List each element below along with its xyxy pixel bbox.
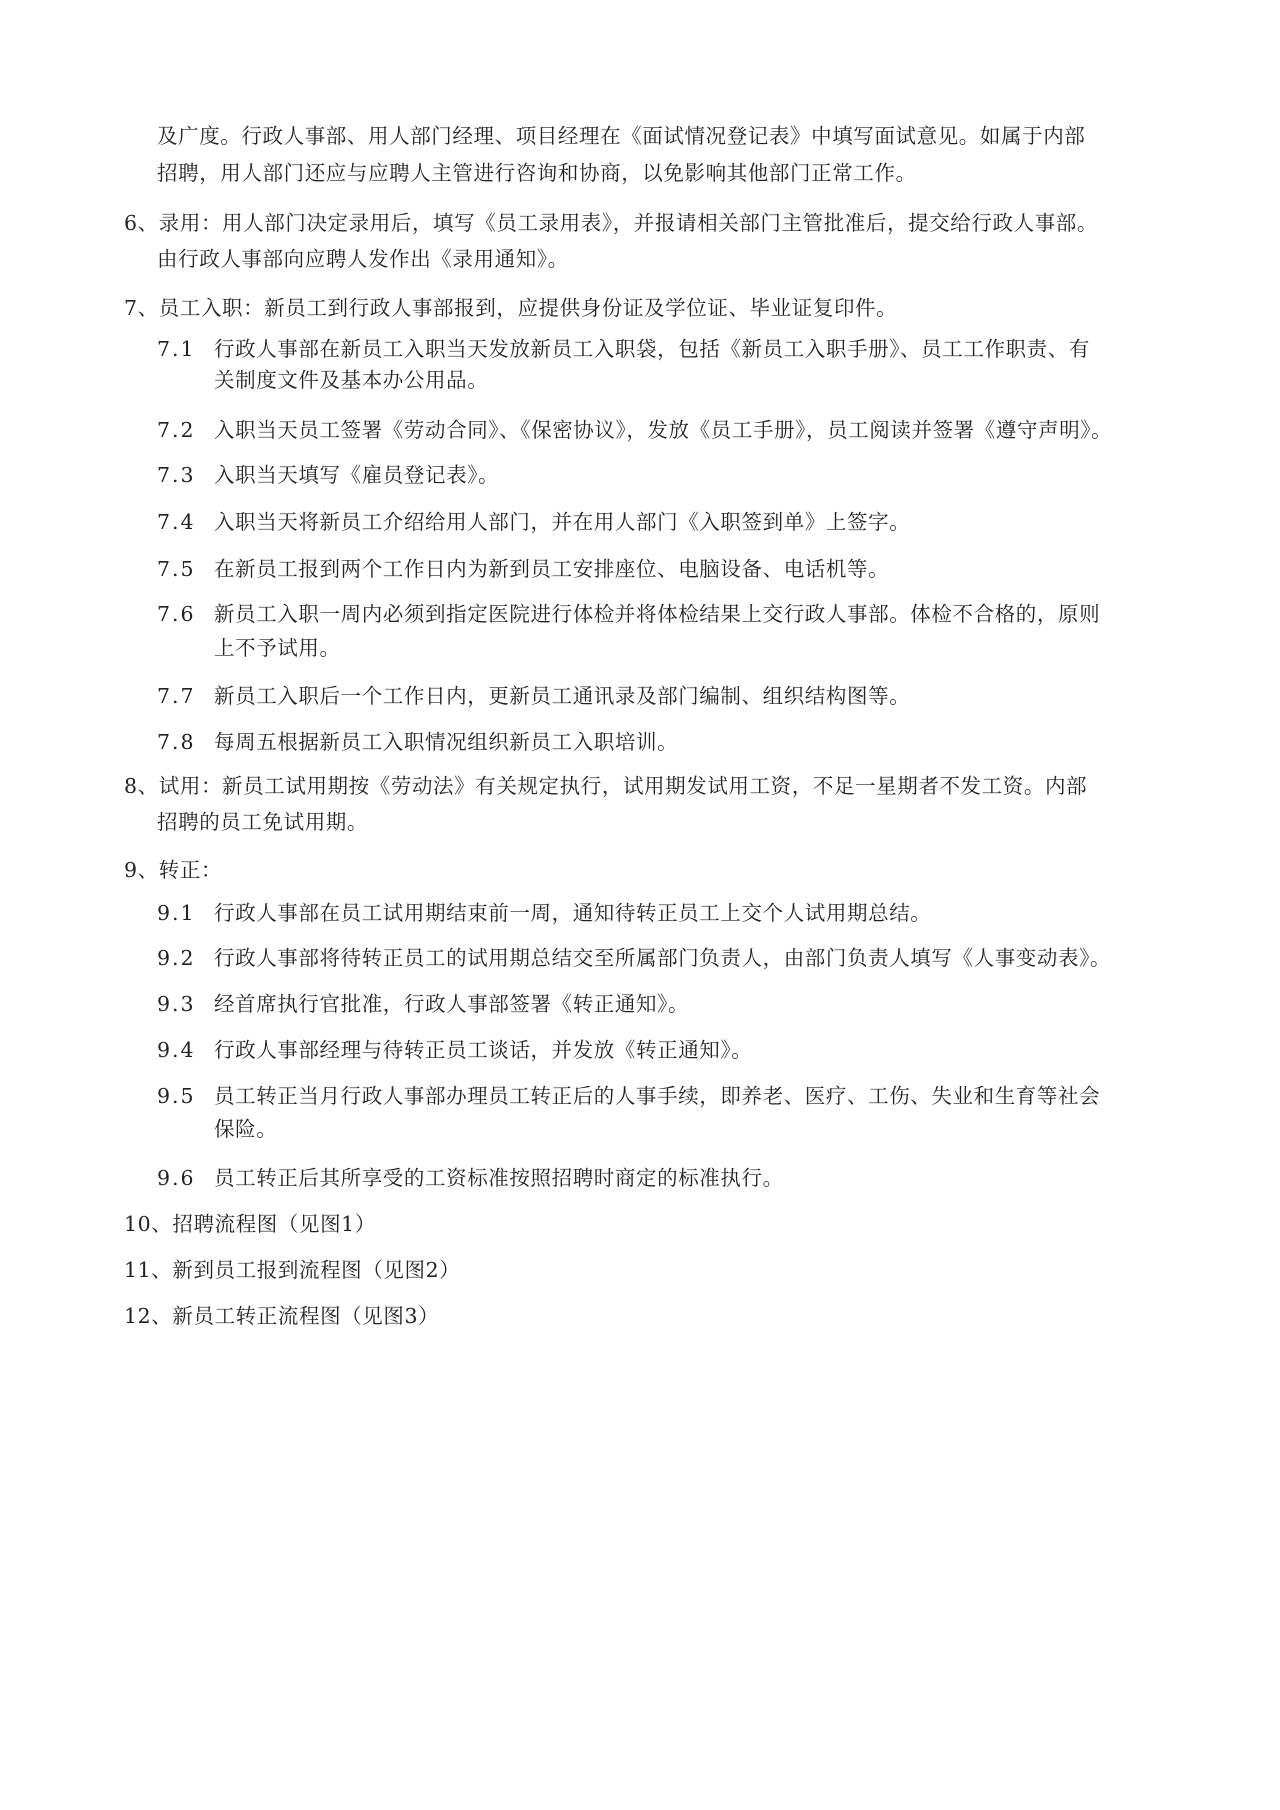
sub-9-1-line-1: 行政人事部在员工试用期结束前一周，通知待转正员工上交个人试用期总结。 (214, 901, 932, 925)
item-8-line-2: 招聘的员工免试用期。 (157, 810, 368, 834)
sub-7-2-line-1: 入职当天员工签署《劳动合同》、《保密协议》，发放《员工手册》，员工阅读并签署《遵守声明》。 (214, 418, 1113, 442)
intro-line-1: 及广度。行政人事部、用人部门经理、项目经理在《面试情况登记表》中填写面试意见。如属于内部 (157, 124, 1086, 148)
sub-9-3-number: 9.3 (157, 992, 196, 1016)
item-9-heading: 9、转正： (124, 858, 223, 882)
sub-7-8-number: 7.8 (157, 730, 196, 754)
sub-7-3-number: 7.3 (157, 463, 196, 487)
item-7-heading: 7、员工入职：新员工到行政人事部报到，应提供身份证及学位证、毕业证复印件。 (124, 296, 898, 320)
sub-9-1-number: 9.1 (157, 901, 196, 925)
item-6-line-1: 6、录用：用人部门决定录用后，填写《员工录用表》，并报请相关部门主管批准后，提交给行政人事部。 (124, 211, 1098, 235)
sub-7-5-number: 7.5 (157, 557, 196, 581)
item-10: 10、招聘流程图（见图1） (124, 1212, 376, 1236)
sub-9-2-line-1: 行政人事部将待转正员工的试用期总结交至所属部门负责人，由部门负责人填写《人事变动表》。 (214, 946, 1112, 970)
sub-7-8-line-1: 每周五根据新员工入职情况组织新员工入职培训。 (214, 730, 679, 754)
item-6-line-2: 由行政人事部向应聘人发作出《录用通知》。 (157, 247, 569, 271)
item-8-line-1: 8、试用：新员工试用期按《劳动法》有关规定执行，试用期发试用工资，不足一星期者不发工资。内部 (124, 774, 1088, 798)
sub-7-6-line-2: 上不予试用。 (214, 636, 341, 660)
sub-7-4-line-1: 入职当天将新员工介绍给用人部门，并在用人部门《入职签到单》上签字。 (214, 510, 911, 534)
sub-9-4-line-1: 行政人事部经理与待转正员工谈话，并发放《转正通知》。 (214, 1038, 753, 1062)
sub-7-6-number: 7.6 (157, 602, 196, 626)
sub-7-1-number: 7.1 (157, 337, 196, 361)
sub-9-5-number: 9.5 (157, 1084, 196, 1108)
item-11: 11、新到员工报到流程图（见图2） (124, 1258, 461, 1282)
intro-line-2: 招聘，用人部门还应与应聘人主管进行咨询和协商，以免影响其他部门正常工作。 (157, 161, 917, 185)
sub-7-1-line-1: 行政人事部在新员工入职当天发放新员工入职袋，包括《新员工入职手册》、员工工作职责、有 (214, 337, 1090, 361)
sub-7-3-line-1: 入职当天填写《雇员登记表》。 (214, 463, 500, 487)
sub-7-7-number: 7.7 (157, 684, 196, 708)
sub-7-5-line-1: 在新员工报到两个工作日内为新到员工安排座位、电脑设备、电话机等。 (214, 557, 890, 581)
sub-9-6-number: 9.6 (157, 1166, 196, 1190)
sub-7-2-number: 7.2 (157, 418, 196, 442)
sub-7-4-number: 7.4 (157, 510, 196, 534)
sub-9-6-line-1: 员工转正后其所享受的工资标准按照招聘时商定的标准执行。 (214, 1166, 784, 1190)
sub-9-3-line-1: 经首席执行官批准，行政人事部签署《转正通知》。 (214, 992, 690, 1016)
sub-9-2-number: 9.2 (157, 946, 196, 970)
sub-7-7-line-1: 新员工入职后一个工作日内，更新员工通讯录及部门编制、组织结构图等。 (214, 684, 911, 708)
sub-9-4-number: 9.4 (157, 1038, 196, 1062)
sub-7-1-line-2: 关制度文件及基本办公用品。 (214, 368, 489, 392)
sub-9-5-line-2: 保险。 (214, 1117, 278, 1141)
sub-7-6-line-1: 新员工入职一周内必须到指定医院进行体检并将体检结果上交行政人事部。体检不合格的，原则 (214, 602, 1101, 626)
item-12: 12、新员工转正流程图（见图3） (124, 1304, 440, 1328)
sub-9-5-line-1: 员工转正当月行政人事部办理员工转正后的人事手续，即养老、医疗、工伤、失业和生育等社会 (214, 1084, 1101, 1108)
